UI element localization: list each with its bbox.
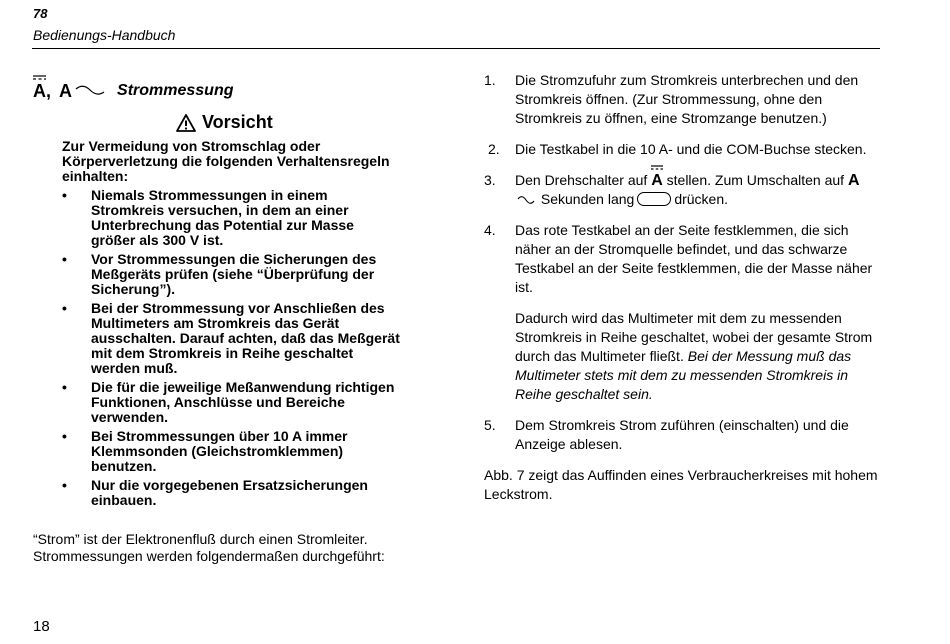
- step-text: Den Drehschalter auf A stellen. Zum Umschalten auf A Sekunden lang drücken.: [515, 171, 875, 209]
- step-text: Die Stromzufuhr zum Stromkreis unterbrechen und den Stromkreis öffnen. (Zur Strommessung, ohne den Stromkreis zu öffnen, eine Stromzange benutzen.): [515, 72, 859, 126]
- step-number: 4.: [484, 222, 496, 238]
- page-code: 78: [33, 6, 48, 21]
- dc-current-symbol: A: [33, 81, 46, 102]
- button-key-icon: [637, 192, 671, 206]
- section-title: Strommessung: [117, 82, 234, 99]
- ac-current-symbol: A: [847, 172, 860, 189]
- step-note-emphasis: Bei der Messung muß das Multimeter stets mit dem zu messenden Stromkreis in Reihe geschaltet sein.: [515, 348, 852, 402]
- step-item: [484, 221, 884, 297]
- caution-heading: [176, 112, 273, 133]
- step-note: Dadurch wird das Multimeter mit dem zu messenden Stromkreis in Reihe geschaltet, wobei der gesamte Strom durch das Multimeter fließt. Bei der Messung muß das Multimeter stets mit dem zu messenden Stromkreis in Reihe geschaltet sein.: [515, 310, 873, 402]
- caution-item: • Bei der Strommessung vor Anschließen des Multimeters am Stromkreis das Gerät ausschalten. Darauf achten, daß das Meßgerät mit dem Stromkreis in Reihe geschaltet werden muß.: [62, 301, 402, 376]
- caution-item: • Nur die vorgegebenen Ersatzsicherungen einbauen.: [62, 478, 402, 508]
- step-number: 5.: [484, 417, 496, 433]
- caution-intro: Zur Vermeidung von Stromschlag oder Körperverletzung die folgenden Verhaltensregeln einhalten:: [62, 138, 390, 184]
- dc-bars-icon: [651, 165, 663, 171]
- caution-item: • Die für die jeweilige Meßanwendung richtigen Funktionen, Anschlüsse und Bereiche verwenden.: [62, 380, 402, 425]
- caution-list: [62, 188, 402, 512]
- dc-current-symbol: A: [651, 171, 663, 190]
- figure-reference-text: Abb. 7 zeigt das Auffinden eines Verbraucherkreises mit hohem Leckstrom.: [484, 467, 878, 502]
- step-item: [484, 140, 884, 159]
- ac-wave-icon: [75, 85, 105, 97]
- symbol-separator: ,: [46, 80, 52, 101]
- caution-item: • Bei Strommessungen über 10 A immer Klemmsonden (Gleichstromklemmen) benutzen.: [62, 429, 402, 474]
- current-definition-text: “Strom” ist der Elektronenfluß durch einen Stromleiter. Strommessungen werden folgendermaßen durchgeführt:: [33, 531, 385, 564]
- procedure-steps: [484, 71, 884, 504]
- step-number: 3.: [484, 172, 496, 188]
- header-rule: [32, 48, 880, 49]
- step-number: 1.: [484, 72, 496, 88]
- step-item: [484, 171, 884, 209]
- step-text: Die Testkabel in die 10 A- und die COM-Buchse stecken.: [515, 141, 867, 157]
- step-item: [484, 71, 884, 128]
- caution-title: Vorsicht: [202, 112, 273, 132]
- step-text: Dem Stromkreis Strom zuführen (einschalten) und die Anzeige ablesen.: [515, 417, 849, 452]
- ac-wave-icon: [517, 195, 535, 205]
- step-text: Das rote Testkabel an der Seite festklemmen, die sich näher an der Stromquelle befindet, und das schwarze Testkabel an der Seite festklemmen, die der Masse näher ist.: [515, 222, 873, 295]
- section-heading: [33, 78, 233, 104]
- warning-triangle-icon: [176, 114, 196, 132]
- ac-current-symbol: A: [59, 80, 73, 101]
- manual-title: Bedienungs-Handbuch: [33, 27, 176, 43]
- caution-item: • Vor Strommessungen die Sicherungen des Meßgeräts prüfen (siehe “Überprüfung der Sicherung”).: [62, 252, 402, 297]
- step-number: 2.: [488, 141, 500, 157]
- caution-item: • Niemals Strommessungen in einem Stromkreis versuchen, in dem an einer Unterbrechung das Potential zur Masse größer als 300 V ist.: [62, 188, 402, 248]
- step-item: [484, 416, 884, 454]
- dc-bars-icon: [33, 75, 46, 81]
- page-number: 18: [33, 618, 50, 635]
